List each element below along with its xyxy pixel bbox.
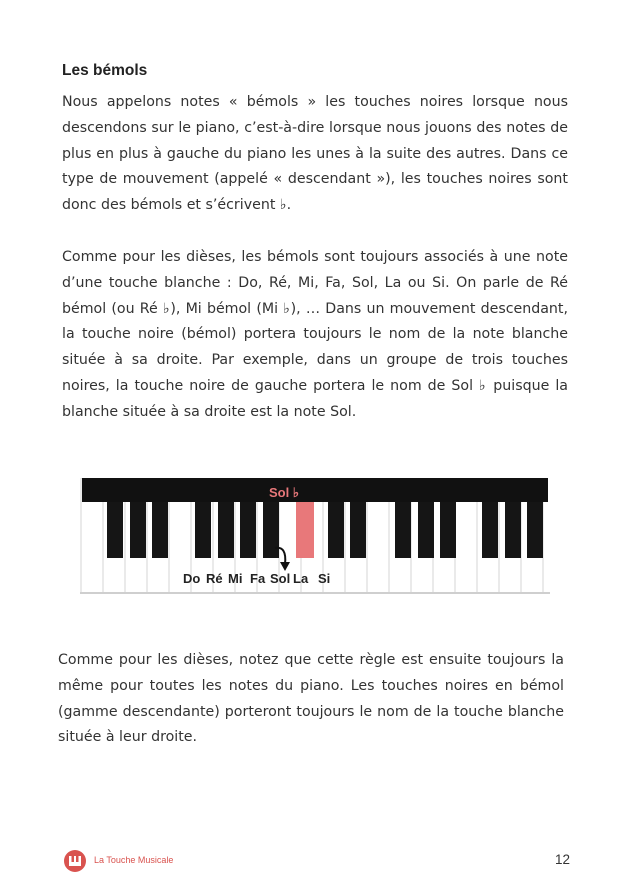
piano-diagram bbox=[80, 478, 550, 598]
black-key bbox=[240, 500, 256, 558]
black-key bbox=[505, 500, 521, 558]
page-number: 12 bbox=[555, 852, 571, 867]
black-key bbox=[350, 500, 366, 558]
piano-logo-icon bbox=[64, 850, 86, 872]
black-key bbox=[130, 500, 146, 558]
note-label: La bbox=[293, 571, 309, 586]
black-key bbox=[527, 500, 543, 558]
black-key bbox=[107, 500, 123, 558]
sol-flat-label: Sol ♭ bbox=[269, 485, 299, 500]
note-label: Do bbox=[183, 571, 201, 586]
black-key bbox=[418, 500, 434, 558]
paragraph-3: Comme pour les dièses, notez que cette règle est ensuite toujours la même pour toutes les notes du piano. Les touches noires en bémol (gamme descendante) porteront toujours le nom de la touche blanche située à leur droite. bbox=[58, 652, 564, 746]
footer-brand: La Touche Musicale bbox=[94, 855, 174, 865]
black-key bbox=[395, 500, 411, 558]
section-heading: Les bémols bbox=[62, 62, 148, 79]
black-key bbox=[328, 500, 344, 558]
paragraph-2: Comme pour les dièses, les bémols sont toujours associés à une note d’une touche blanche : Do, Ré, Mi, Fa, Sol, La ou Si. On parle de Ré bémol (ou Ré ♭), Mi bémol (Mi ♭), … Dans un mouvement descendant, la touche noire (bémol) portera toujours le nom de la note blanche située à sa droite. Par exemple, dans un groupe de trois touches noires, la touche noire de gauche portera le nom de Sol ♭ puisque la blanche située à sa droite est la note Sol. bbox=[62, 249, 568, 420]
black-key bbox=[482, 500, 498, 558]
black-key bbox=[263, 500, 279, 558]
paragraph-1: Nous appelons notes « bémols » les touches noires lorsque nous descendons sur le piano, c’est-à-dire lorsque nous jouons des notes de plus en plus à gauche du piano les unes à la suite des autres. Dans ce type de mouvement (appelé « descendant »), les touches noires sont donc des bémols et s’écrivent ♭. bbox=[62, 94, 568, 214]
black-key bbox=[152, 500, 168, 558]
piano-top-bar bbox=[82, 478, 548, 502]
black-key bbox=[218, 500, 234, 558]
note-label: Sol bbox=[270, 571, 291, 586]
note-label: Mi bbox=[228, 571, 243, 586]
black-key bbox=[440, 500, 456, 558]
highlighted-black-key bbox=[296, 500, 314, 558]
note-label: Fa bbox=[250, 571, 266, 586]
note-label: Ré bbox=[206, 571, 223, 586]
note-label: Si bbox=[318, 571, 331, 586]
black-key bbox=[195, 500, 211, 558]
